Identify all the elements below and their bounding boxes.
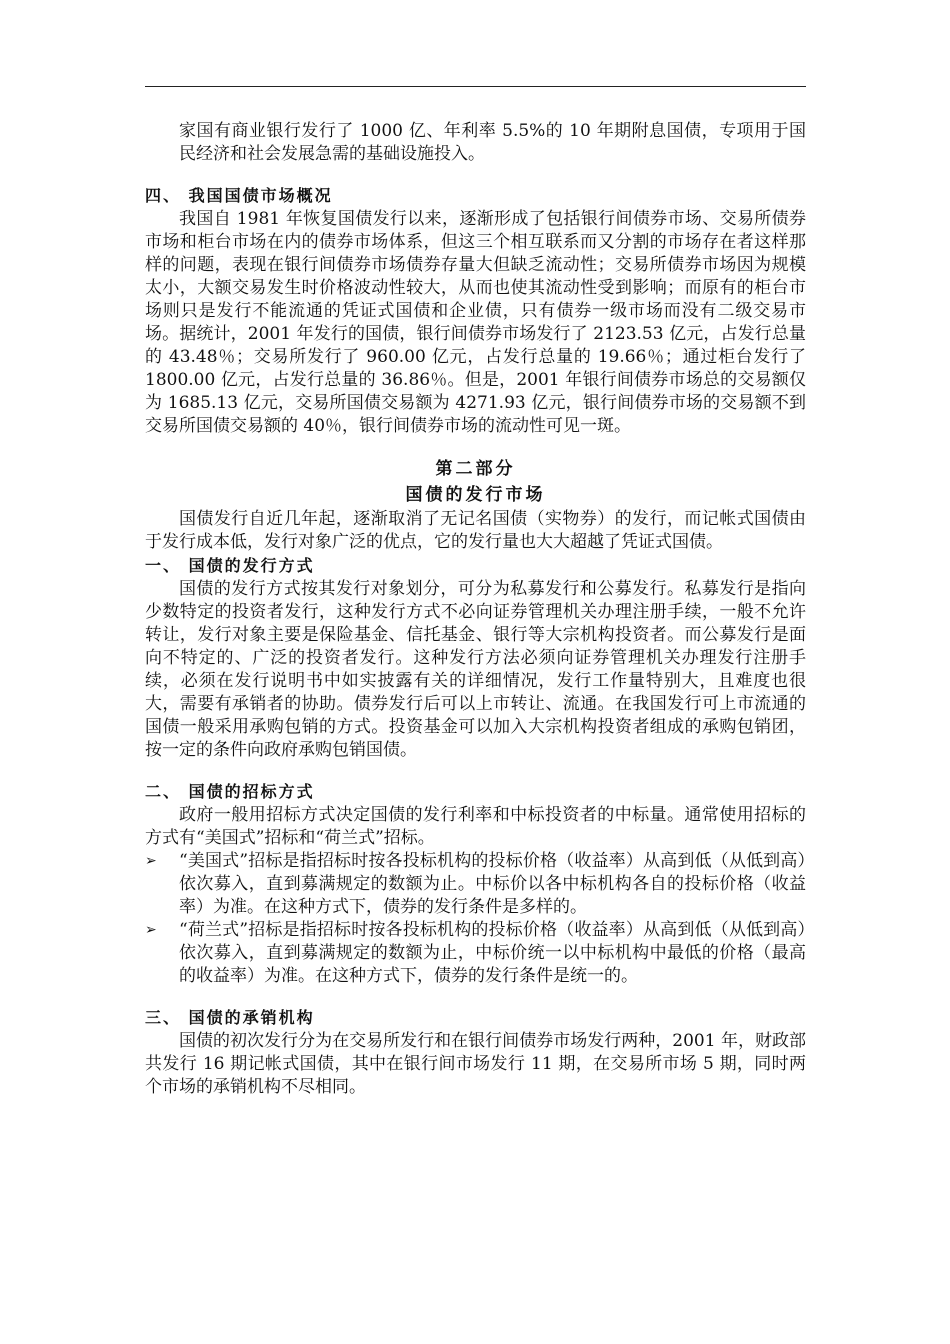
- bullet-text: “荷兰式”招标是指招标时按各投标机构的投标价格（收益率）从高到低（从低到高）依次募入，直到募满规定的数额为止，中标价统一以中标机构中最低的价格（最高的收益率）为准。在这种方式下，债券的发行条件是统一的。: [179, 920, 806, 986]
- section-4-paragraph: 我国自 1981 年恢复国债发行以来，逐渐形成了包括银行间债券市场、交易所债券市场和柜台市场在内的债券市场体系，但这三个相互联系而又分割的市场存在者这样那样的问题，表现在银行间债券市场债券存量大但缺乏流动性；交易所债券市场因为规模太小，大额交易发生时价格波动性较大，从而也使其流动性受到影响；而原有的柜台市场则只是发行不能流通的凭证式国债和企业债，只有债券一级市场而没有二级交易市场。据统计，2001 年发行的国债，银行间债券市场发行了 2123.53 亿元，占发行总量的 43.48％；交易所发行了 960.00 亿元，占发行总量的 19.66％；通过柜台发行了 1800.00 亿元，占发行总量的 36.86％。但是，2001 年银行间债券市场总的交易额仅为 1685.13 亿元，交易所国债交易额为 4271.93 亿元，银行间债券市场的交易额不到交易所国债交易额的 40％，银行间债券市场的流动性可见一斑。: [145, 209, 806, 436]
- bullet-item: [145, 850, 806, 919]
- arrow-bullet-icon: ➢: [145, 922, 157, 938]
- part-subtitle: 国债的发行市场: [405, 485, 546, 505]
- header-rule: [145, 86, 806, 87]
- section-1-heading: 一、 国债的发行方式: [145, 556, 315, 575]
- arrow-bullet-icon: ➢: [145, 853, 157, 869]
- bullet-text: “美国式”招标是指招标时按各投标机构的投标价格（收益率）从高到低（从低到高）依次募入，直到募满规定的数额为止。中标价以各中标机构各自的投标价格（收益率）为准。在这种方式下，债券的发行条件是多样的。: [179, 851, 806, 917]
- part-title: 第二部分: [435, 459, 516, 479]
- document-page: [145, 120, 806, 1099]
- bullet-item: [145, 919, 806, 988]
- section-4-heading: 四、 我国国债市场概况: [145, 186, 333, 205]
- intro-continued-paragraph: 家国有商业银行发行了 1000 亿、年利率 5.5%的 10 年期附息国债，专项用于国民经济和社会发展急需的基础设施投入。: [179, 121, 806, 164]
- section-1-paragraph: 国债的发行方式按其发行对象划分，可分为私募发行和公募发行。私募发行是指向少数特定的投资者发行，这种发行方式不必向证券管理机关办理注册手续，一般不允许转让，发行对象主要是保险基金、信托基金、银行等大宗机构投资者。而公募发行是面向不特定的、广泛的投资者发行。这种发行方法必须向证券管理机关办理发行注册手续，必须在发行说明书中如实披露有关的详细情况，发行工作量特别大，且难度也很大，需要有承销者的协助。债券发行后可以上市转让、流通。在我国发行可上市流通的国债一般采用承购包销的方式。投资基金可以加入大宗机构投资者组成的承购包销团，按一定的条件向政府承购包销国债。: [145, 579, 806, 760]
- part-intro-paragraph: 国债发行自近几年起，逐渐取消了无记名国债（实物券）的发行，而记帐式国债由于发行成本低，发行对象广泛的优点，它的发行量也大大超越了凭证式国债。: [145, 509, 806, 552]
- section-3-paragraph: 国债的初次发行分为在交易所发行和在银行间债券市场发行两种，2001 年，财政部共发行 16 期记帐式国债，其中在银行间市场发行 11 期，在交易所市场 5 期，同时两个市场的承销机构不尽相同。: [145, 1031, 806, 1097]
- section-2-paragraph: 政府一般用招标方式决定国债的发行利率和中标投资者的中标量。通常使用招标的方式有“美国式”招标和“荷兰式”招标。: [145, 805, 806, 848]
- section-2-heading: 二、 国债的招标方式: [145, 782, 315, 801]
- section-3-heading: 三、 国债的承销机构: [145, 1008, 315, 1027]
